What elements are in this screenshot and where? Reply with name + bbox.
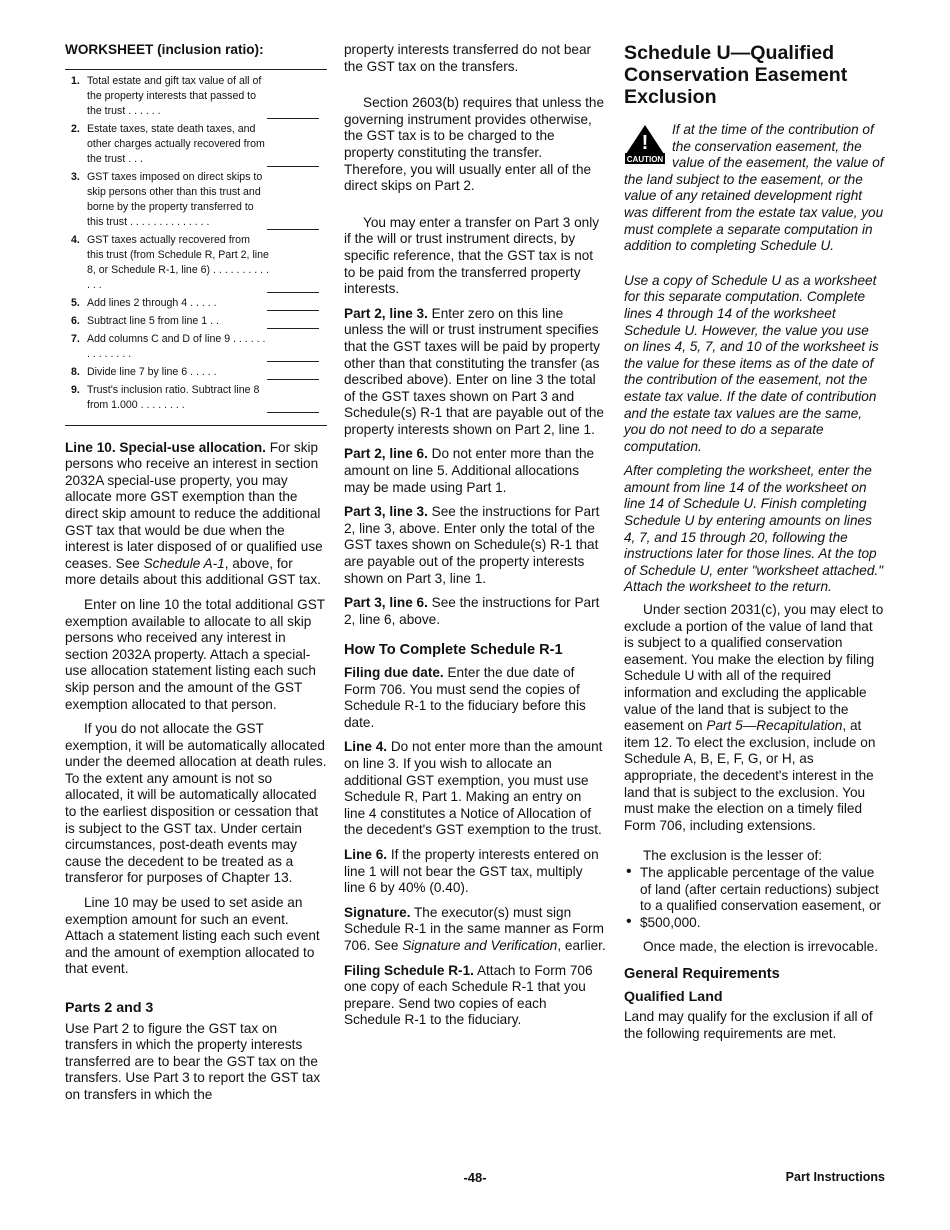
worksheet-row-text: GST taxes imposed on direct skips to skip persons other than this trust and borne by the property transferred to this trust . . . . . . . . . . . . . . [87, 170, 263, 228]
worksheet-entry-line[interactable] [267, 292, 319, 293]
worksheet-entry-line[interactable] [267, 229, 319, 230]
line4-paragraph [344, 739, 606, 839]
worksheet-row-text: Estate taxes, state death taxes, and other charges actually recovered from the trust . . . [87, 122, 265, 165]
col3-para-1 [624, 602, 886, 834]
worksheet-row [65, 74, 269, 119]
signature-text: The executor(s) must sign Schedule R-1 in the same manner as Form 706. See [344, 904, 604, 953]
line4-text: Do not enter more than the amount on line 3. If you wish to allocate an additional GST exemption, you must use Schedule R, Part 1. Making an entry on line 4 constitutes a Notice of Allocation of the decedent's GST exemption to the trust. [344, 739, 603, 838]
filing-due-date-paragraph [344, 665, 606, 731]
worksheet-title: WORKSHEET (inclusion ratio): [65, 42, 264, 57]
worksheet-entry-line[interactable] [267, 118, 319, 119]
caution-text-3: After completing the worksheet, enter the amount from line 14 of the worksheet on line 14 of Schedule U. Finish completing Schedule U by entering amounts on lines 4, 7, and 15 through 20, following the instructions later for those lines. At the top of Schedule U, enter "worksheet attached." Attach the worksheet to the return. [624, 463, 884, 595]
worksheet-row [65, 332, 269, 362]
col3-para-2: The exclusion is the lesser of: [643, 848, 823, 864]
part2-line6-paragraph [344, 446, 606, 496]
part3-line6-paragraph [344, 595, 606, 628]
part2-line3-heading: Part 2, line 3. [344, 305, 428, 321]
worksheet-row-number: 6. [71, 314, 80, 327]
footer-section: Part Instructions [785, 1170, 885, 1184]
filing-schedule-text: Attach to Form 706 one copy of each Schedule R-1 that you prepare. Send two copies of each Schedule R-1 to the fiduciary. [344, 962, 593, 1028]
page-number: -48- [463, 1170, 487, 1185]
col3-para-3: Once made, the election is irrevocable. [643, 939, 878, 955]
signature-text-end: , earlier. [557, 937, 606, 953]
column-3 [624, 42, 886, 1050]
caution-triangle-icon [624, 124, 666, 164]
part2-line6-heading: Part 2, line 6. [344, 446, 428, 462]
caution-mark: ! [641, 132, 649, 154]
worksheet-row [65, 233, 269, 293]
worksheet-row-number: 8. [71, 365, 80, 378]
worksheet-row [65, 383, 269, 413]
worksheet-row-number: 2. [71, 122, 80, 135]
filing-due-date-heading: Filing due date. [344, 665, 444, 680]
part2-line3-text: Enter zero on this line unless the will or trust instrument specifies that the GST taxes will be paid by property other than that constituting the transfer (as described above). Enter on line 3 the total of the GST taxes shown on Part 3 and Schedule(s) R-1 that are payable out of the property interests shown on Part 2, line 1. [344, 305, 604, 437]
worksheet-row-text: Add lines 2 through 4 . . . . . [87, 296, 217, 309]
worksheet-row [65, 365, 269, 380]
col2-para-0: property interests transferred do not bear the GST tax on the transfers. [344, 42, 592, 74]
filing-schedule-heading: Filing Schedule R-1. [344, 962, 474, 978]
col3-para-4: Land may qualify for the exclusion if all of the following requirements are met. [624, 1009, 873, 1041]
worksheet-entry-line[interactable] [267, 328, 319, 329]
line10-text-end: , above, for more details about this additional GST tax. [65, 555, 321, 588]
col3-para-1-text: Under section 2031(c), you may elect to exclude a portion of the value of land that is subject to a qualified conservation easement. You make the election by filing Schedule U with all of the required information and excluding the applicable value of the land that is subject to the easement on [624, 602, 884, 734]
signature-heading: Signature. [344, 904, 411, 920]
caution-label: CAUTION [626, 155, 664, 164]
filing-due-date-text: Enter the due date of Form 706. You must send the copies of Schedule R-1 to the fiduciary before this date. [344, 665, 586, 730]
list-item: • $500,000. [624, 915, 886, 932]
worksheet-row-number: 3. [71, 170, 80, 183]
worksheet-rows [65, 74, 327, 413]
parts-2-3-paragraph: Use Part 2 to figure the GST tax on transfers in which the property interests transferred are to bear the GST tax on the transfers. Use Part 3 to report the GST tax on transfers in which the [65, 1020, 321, 1102]
col3-para-1-text-end: , at item 12. To elect the exclusion, include on Schedule A, B, E, F, G, or H, as appropriate, the decedent's interest in the land that is subject to the exclusion. You must make the election on a timely filed Form 706, including extensions. [624, 718, 876, 833]
signature-verification-ref: Signature and Verification [402, 937, 558, 953]
caution-text-2: Use a copy of Schedule U as a worksheet for this separate computation. Complete lines 4 through 14 of the worksheet Schedule U. However, the value you use on lines 4, 5, 7, and 10 of the worksheet is the value for these items as of the date of the contribution of the easement, not the estate tax value. If the date of contribution and the estate tax values are the same, you do not need to do a separate computation. [624, 272, 879, 454]
line4-heading: Line 4. [344, 739, 388, 755]
list-item: • The applicable percentage of the value of land (after certain reductions) subject to a qualified conservation easement, or [624, 865, 886, 915]
part3-line6-heading: Part 3, line 6. [344, 595, 428, 611]
worksheet-entry-line[interactable] [267, 361, 319, 362]
worksheet-row [65, 314, 269, 329]
worksheet-row-text: Total estate and gift tax value of all of the property interests that passed to the trust . . . . . . [87, 74, 262, 117]
worksheet-row-text: Subtract line 5 from line 1 . . [87, 314, 219, 327]
worksheet-row-number: 7. [71, 332, 80, 345]
exclusion-list [624, 865, 886, 931]
line10-heading: Line 10. Special-use allocation. [65, 439, 266, 455]
worksheet-row-text: Add columns C and D of line 9 . . . . . . . . . . . . . . [87, 332, 266, 360]
part5-recap-ref: Part 5—Recapitulation [706, 718, 843, 734]
part2-line3-paragraph [344, 306, 606, 439]
worksheet-row [65, 122, 269, 167]
line10-text: For skip persons who receive an interest in section 2032A special-use property, you may allocate more GST exemption than the direct skip amount to reduce the additional GST tax that would be due when the interest is later disposed of or qualified use ceases. See [65, 439, 323, 571]
caution-text-1: If at the time of the contribution of the conservation easement, the value of the easement, the value of the land subject to the easement, or the value of any retained development right was different from the estate tax value, you must complete a separate computation in addition to completing Schedule U. [624, 122, 884, 254]
worksheet-row-number: 5. [71, 296, 80, 309]
worksheet-row-number: 9. [71, 383, 80, 396]
caution-block [624, 122, 886, 255]
worksheet-row [65, 170, 269, 230]
line6-text: If the property interests entered on line 1 will not bear the GST tax, multiply line 6 by 40% (0.40). [344, 846, 599, 896]
col1-para-2: Enter on line 10 the total additional GST exemption available to allocate to all skip persons who received any interest in section 2032A property. Attach a special-use allocation statement listing each such skip person and the amount of the GST exemption allocated to that person. [65, 596, 325, 712]
part3-line3-heading: Part 3, line 3. [344, 504, 428, 520]
worksheet-top-rule [65, 69, 327, 70]
worksheet-row-text: Trust's inclusion ratio. Subtract line 8 from 1.000 . . . . . . . . [87, 383, 260, 411]
col2-para-2: You may enter a transfer on Part 3 only if the will or trust instrument directs, by specific reference, that the GST tax is not to be paid from the transferred property interests. [344, 214, 600, 297]
part3-line6-text: See the instructions for Part 2, line 6, above. [344, 595, 600, 627]
filing-schedule-paragraph [344, 963, 606, 1029]
col2-para-1: Section 2603(b) requires that unless the governing instrument provides otherwise, the GST tax is to be charged to the property constituting the transfer. Therefore, you will usually enter all of the direct skips on Part 2. [344, 95, 605, 194]
schedule-a1-ref: Schedule A-1 [143, 555, 225, 571]
column-1 [65, 42, 327, 1112]
line6-paragraph [344, 847, 606, 897]
worksheet-row-number: 1. [71, 74, 80, 87]
qualified-land-heading: Qualified Land [624, 988, 723, 1005]
worksheet-row [65, 296, 269, 311]
worksheet-row-number: 4. [71, 233, 80, 246]
part3-line3-text: See the instructions for Part 2, line 3, above. Enter only the total of the GST taxes shown on Schedule(s) R-1 that are payable out of the property interests shown on Part 3, line 1. [344, 504, 600, 586]
worksheet-bottom-rule [65, 425, 327, 426]
parts-2-3-heading: Parts 2 and 3 [65, 1000, 154, 1016]
worksheet-row-text: Divide line 7 by line 6 . . . . . [87, 365, 217, 378]
worksheet-row-text: GST taxes actually recovered from this trust (from Schedule R, Part 2, line 8, or Schedule R-1, line 6) . . . . . . . . . . . . . [87, 233, 269, 291]
col1-para-3: If you do not allocate the GST exemption, it will be automatically allocated under the deemed allocation at death rules. To the extent any amount is not so allocated, it will be automatically allocated to the earliest disposition or cessation that is subject to the GST tax. Under certain circumstances, post-death events may cause the decedent to be treated as a transferor for purposes of Chapter 13. [65, 721, 327, 886]
general-requirements-heading: General Requirements [624, 965, 780, 982]
worksheet-entry-line[interactable] [267, 412, 319, 413]
signature-paragraph [344, 905, 606, 955]
line10-paragraph [65, 440, 327, 589]
part3-line3-paragraph [344, 504, 606, 587]
part2-line6-text: Do not enter more than the amount on line 5. Additional allocations may be made using Part 1. [344, 446, 595, 495]
caution-icon [624, 124, 666, 164]
worksheet-entry-line[interactable] [267, 166, 319, 167]
schedule-u-title: Schedule U—Qualified Conservation Easement Exclusion [624, 42, 848, 108]
col1-para-4: Line 10 may be used to set aside an exemption amount for such an event. Attach a statement listing each such event and the amount of exemption allocated to that event. [65, 895, 320, 977]
how-to-complete-heading: How To Complete Schedule R-1 [344, 642, 563, 659]
line6-heading: Line 6. [344, 846, 388, 862]
worksheet-entry-line[interactable] [267, 310, 319, 311]
column-2 [344, 42, 606, 1037]
worksheet-entry-line[interactable] [267, 379, 319, 380]
